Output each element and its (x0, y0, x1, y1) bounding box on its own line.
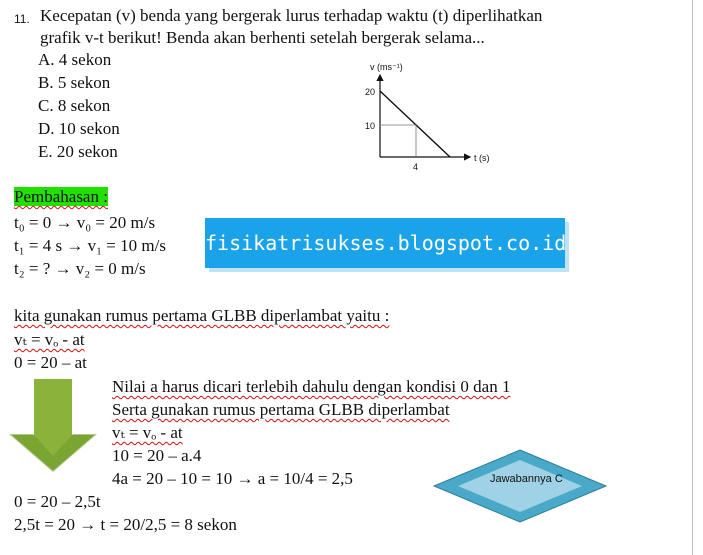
down-arrow-icon (5, 376, 105, 476)
note-step-2: 4a = 20 – 10 = 10 → a = 10/4 = 2,5 (112, 469, 353, 488)
solution-formula: vₜ = vₒ - at (14, 330, 85, 349)
graph-x-axis-label: t (s) (474, 153, 490, 163)
given-t2: t₂ = ? → v₂ = 0 m/s (14, 259, 146, 278)
note-line-1: Nilai a harus dicari terlebih dahulu dengan kondisi 0 dan 1 (112, 377, 511, 396)
question-line-2: grafik v-t berikut! Benda akan berhenti setelah bergerak selama... (40, 28, 485, 47)
graph-y-tick-10: 10 (365, 121, 376, 131)
given-t1: t₁ = 4 s → v₁ = 10 m/s (14, 236, 166, 255)
solution-intro: kita gunakan rumus pertama GLBB diperlambat yaitu : (14, 306, 390, 325)
page-right-border (692, 0, 693, 555)
option-d: D. 10 sekon (38, 119, 120, 138)
given-t0: t₀ = 0 → v₀ = 20 m/s (14, 213, 156, 232)
option-e: E. 20 sekon (38, 142, 118, 161)
option-b: B. 5 sekon (38, 73, 111, 92)
option-c: C. 8 sekon (38, 96, 111, 115)
answer-label: Jawabannya C (490, 473, 563, 485)
graph-velocity-line (380, 91, 450, 157)
question-line-1: Kecepatan (v) benda yang bergerak lurus terhadap waktu (t) diperlihatkan (40, 6, 543, 25)
solution-step-3: 2,5t = 20 → t = 20/2,5 = 8 sekon (14, 515, 237, 534)
note-formula: vₜ = vₒ - at (112, 423, 183, 442)
graph-y-axis-label: v (ms⁻¹) (370, 62, 403, 72)
note-step-1: 10 = 20 – a.4 (112, 446, 202, 465)
solution-step-2: 0 = 20 – 2,5t (14, 492, 101, 511)
option-a: A. 4 sekon (38, 50, 112, 69)
note-line-2: Serta gunakan rumus pertama GLBB diperlambat (112, 400, 450, 419)
answer-diamond (430, 448, 610, 526)
blog-banner: fisikatrisukses.blogspot.co.id (205, 218, 565, 268)
graph-y-tick-20: 20 (365, 87, 376, 97)
graph-x-tick-4: 4 (413, 162, 419, 172)
solution-step-1: 0 = 20 – at (14, 353, 87, 372)
velocity-time-graph (350, 55, 510, 175)
question-number: 11. (14, 12, 30, 26)
solution-heading: Pembahasan : (14, 187, 108, 206)
